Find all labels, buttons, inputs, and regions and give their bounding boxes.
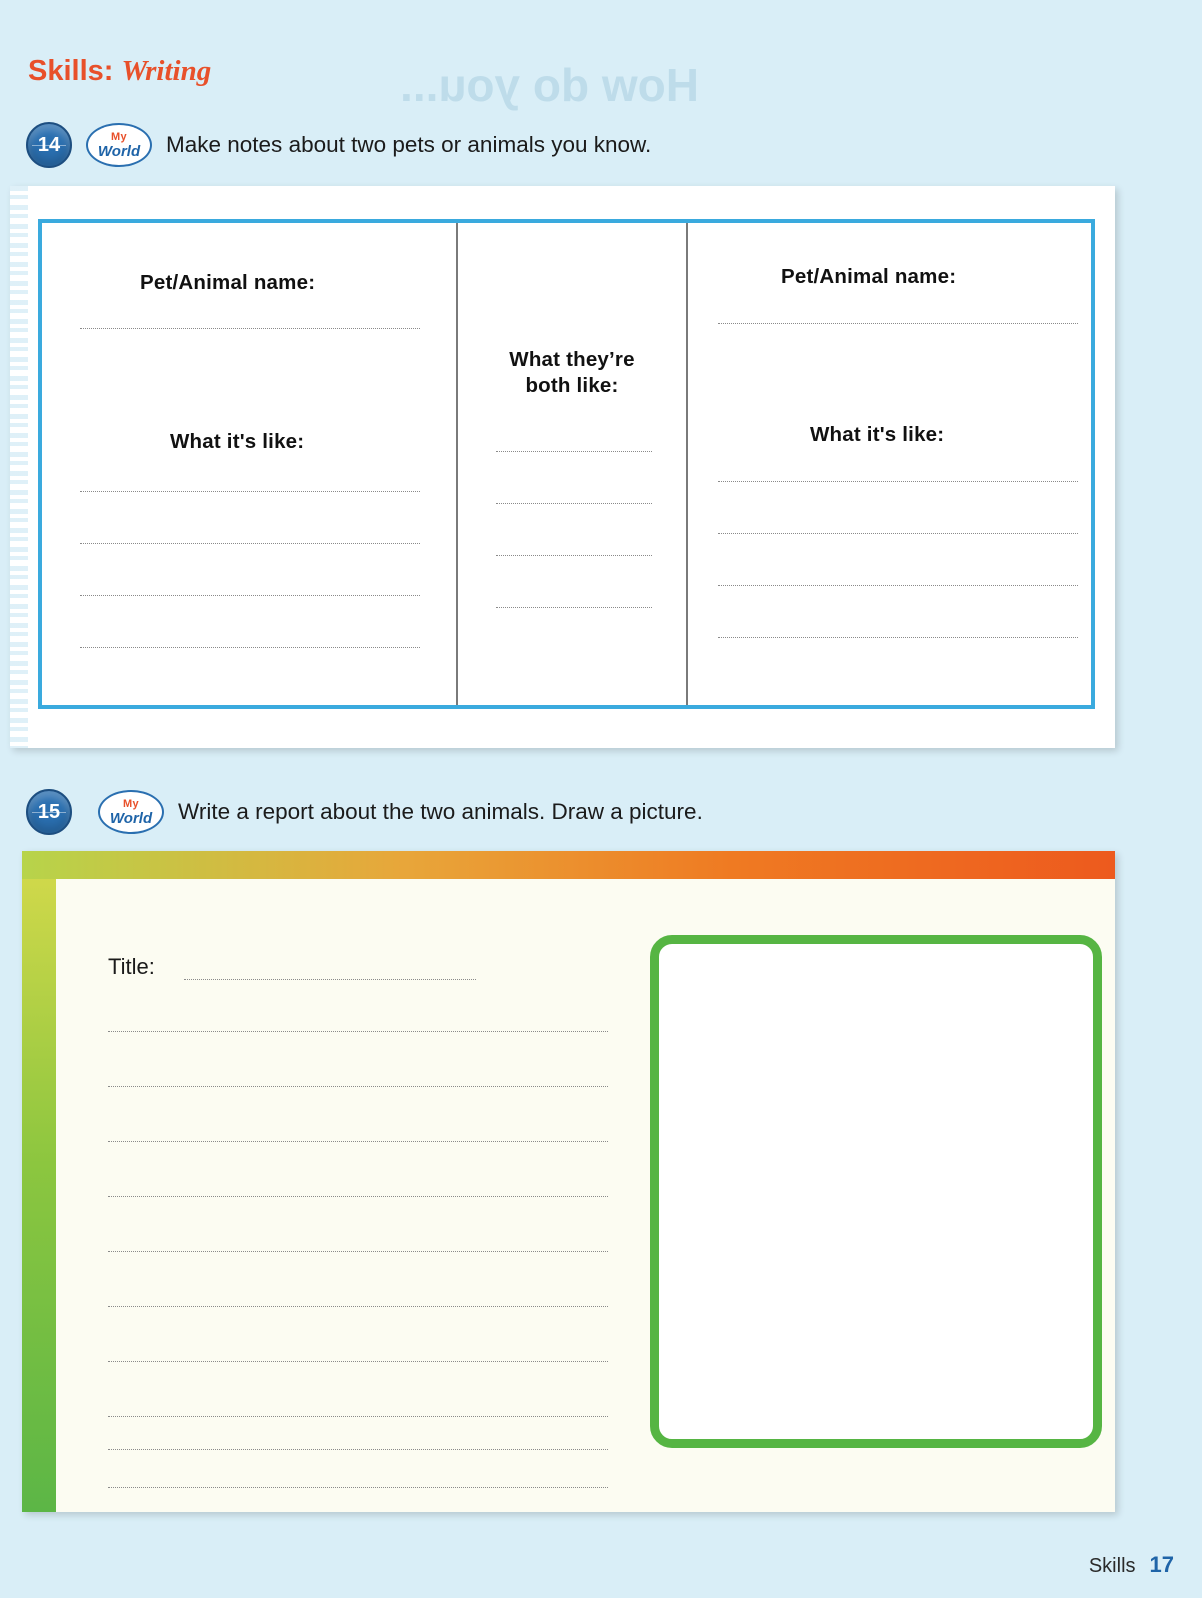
footer-section-label: Skills: [1088, 1555, 1136, 1577]
left-writing-line[interactable]: [80, 595, 420, 596]
report-writing-line[interactable]: [108, 1141, 608, 1142]
skills-topic: Writing: [121, 55, 212, 87]
both-like-label: [458, 347, 686, 398]
exercise-number-15: 15: [26, 789, 72, 835]
right-what-its-like-label: What it's like:: [810, 423, 945, 446]
middle-writing-line[interactable]: [496, 607, 652, 608]
right-writing-line[interactable]: [718, 637, 1078, 638]
right-writing-line[interactable]: [718, 533, 1078, 534]
page-title: [28, 55, 211, 88]
bleed-through-title: How do you...: [400, 59, 699, 111]
right-writing-line[interactable]: [718, 585, 1078, 586]
report-writing-line[interactable]: [108, 1251, 608, 1252]
drawing-area[interactable]: [650, 935, 1102, 1448]
exercise-15-instruction: Write a report about the two animals. Draw a picture.: [178, 799, 703, 824]
exercise-14-header: [26, 122, 651, 168]
exercise-15-header: [26, 789, 703, 835]
report-writing-line[interactable]: [108, 1416, 608, 1417]
left-writing-line[interactable]: [80, 647, 420, 648]
my-world-badge-icon: [86, 123, 152, 167]
report-writing-line[interactable]: [108, 1306, 608, 1307]
left-pet-name-writing-line[interactable]: [80, 328, 420, 329]
exercise-14-instruction: Make notes about two pets or animals you know.: [166, 132, 652, 157]
both-like-label-line1: What they’re: [509, 348, 635, 371]
torn-paper-edge: [10, 186, 28, 748]
report-title-label: Title:: [108, 954, 155, 979]
organizer-right-column: [688, 223, 1091, 705]
my-world-badge-top: My: [123, 797, 139, 810]
report-writing-line[interactable]: [108, 1031, 608, 1032]
my-world-badge-bottom: World: [97, 142, 141, 160]
report-sheet-card: [22, 851, 1115, 1512]
page-footer: [1089, 1552, 1174, 1578]
report-writing-line[interactable]: [108, 1196, 608, 1197]
both-like-label-line2: both like:: [525, 373, 619, 397]
middle-writing-line[interactable]: [496, 503, 652, 504]
right-pet-name-label: Pet/Animal name:: [781, 265, 957, 288]
organizer-middle-column: [458, 223, 686, 705]
left-pet-name-label: Pet/Animal name:: [140, 271, 316, 294]
report-title-writing-line[interactable]: [184, 979, 476, 980]
left-what-its-like-label: What it's like:: [170, 430, 305, 453]
left-writing-line[interactable]: [80, 543, 420, 544]
report-sheet-left-bar: [22, 879, 56, 1512]
page-number: 17: [1149, 1552, 1174, 1577]
my-world-badge-bottom: World: [109, 809, 153, 827]
report-sheet-top-bar: [22, 851, 1115, 879]
report-writing-line[interactable]: [108, 1487, 608, 1488]
skills-label: Skills:: [28, 55, 114, 87]
notes-organizer-card: [10, 186, 1115, 748]
middle-writing-line[interactable]: [496, 555, 652, 556]
report-sheet-body: [56, 879, 1115, 1512]
exercise-number-14: 14: [26, 122, 72, 168]
organizer-left-column: [42, 223, 456, 705]
report-writing-line[interactable]: [108, 1086, 608, 1087]
middle-writing-line[interactable]: [496, 451, 652, 452]
right-writing-line[interactable]: [718, 481, 1078, 482]
my-world-badge-icon: [98, 790, 164, 834]
left-writing-line[interactable]: [80, 491, 420, 492]
right-pet-name-writing-line[interactable]: [718, 323, 1078, 324]
report-writing-line[interactable]: [108, 1449, 608, 1450]
organizer-frame: [38, 219, 1095, 709]
my-world-badge-top: My: [111, 130, 127, 143]
report-writing-line[interactable]: [108, 1361, 608, 1362]
